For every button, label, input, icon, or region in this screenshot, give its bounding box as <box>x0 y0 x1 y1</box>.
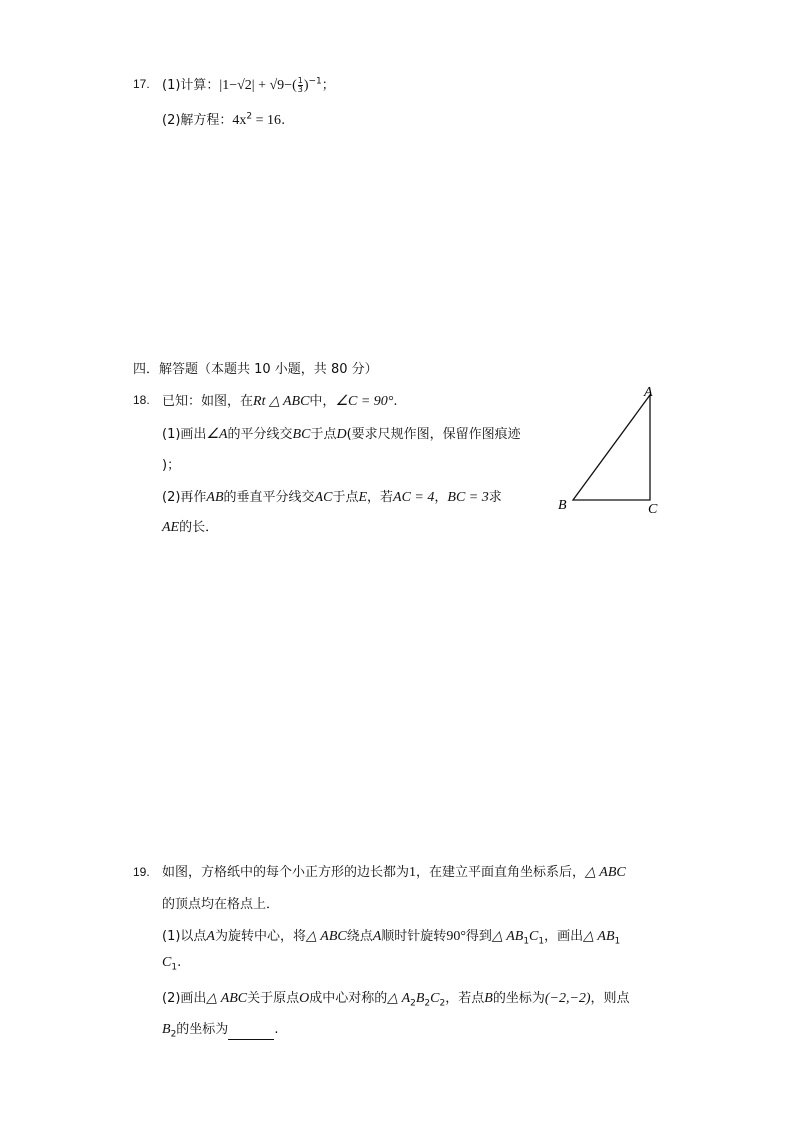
q17-fraction <box>298 77 303 94</box>
q17-part2-label: (2)解方程： <box>162 113 233 128</box>
q19-math: △ AB <box>583 929 615 944</box>
q19-text: 顺时针旋转 <box>381 929 447 944</box>
q19-math: △ A <box>387 991 411 1006</box>
q19-math: △ AB <box>491 929 524 944</box>
q19-line1 <box>162 861 626 881</box>
fraction-denominator: 3 <box>297 85 303 94</box>
answer-blank[interactable] <box>228 1027 274 1040</box>
q19-text: 绕点 <box>346 929 373 944</box>
q18-line2 <box>162 423 521 443</box>
q19-math: (−2,−2) <box>544 991 591 1006</box>
triangle-abc <box>573 395 650 500</box>
vertex-label-a: A <box>644 385 653 400</box>
q19-math: C <box>162 955 172 970</box>
q18-text: 求 <box>488 490 502 505</box>
q18-text: 的长． <box>179 520 219 535</box>
q19-text: 关于原点 <box>247 991 300 1006</box>
q18-text: ，若 <box>367 490 394 505</box>
section-heading: 四．解答题（本题共 10 小题，共 80 分） <box>133 362 378 377</box>
q17-part2-expr-rhs: = 16 <box>252 113 282 128</box>
q17-part1-expr: |1−√2| + √9−( <box>219 78 297 93</box>
q19-text: ，画出 <box>544 929 584 944</box>
q18-math: AB <box>206 490 224 505</box>
q17-part2-expr: 4x <box>232 113 247 128</box>
q17-part1 <box>162 74 335 94</box>
q19-math: B <box>162 1022 171 1037</box>
q18-line5 <box>162 516 218 536</box>
vertex-label-b: B <box>558 498 567 513</box>
q18-text: 中， <box>309 394 336 409</box>
q19-subscript: 2 <box>170 1029 177 1040</box>
q19-subscript: 1 <box>614 936 621 947</box>
q19-text: 的坐标为 <box>492 991 545 1006</box>
q19-math: A <box>206 929 215 944</box>
q19-subscript: 2 <box>424 998 431 1009</box>
q18-text: ， <box>434 490 448 505</box>
q19-text: . <box>274 1022 279 1037</box>
q19-text: (2)画出 <box>162 991 207 1006</box>
q18-math: ∠A <box>206 427 228 442</box>
q18-line3: )； <box>162 458 181 473</box>
q19-line6 <box>162 1018 278 1040</box>
question-number-17: 17. <box>133 77 150 91</box>
q19-math: C <box>430 991 440 1006</box>
q18-math: BC <box>292 427 311 442</box>
q18-text: (2)再作 <box>162 490 207 505</box>
q19-text: ，在建立平面直角坐标系后， <box>416 865 586 880</box>
q19-math: O <box>299 991 310 1006</box>
right-triangle-figure <box>552 380 668 520</box>
q19-subscript: 2 <box>439 998 446 1009</box>
q19-subscript: 1 <box>538 936 545 947</box>
q18-text: 的平分线交 <box>227 427 293 442</box>
q19-math: △ ABC <box>206 991 248 1006</box>
q19-text: 如图，方格纸中的每个小正方形的边长都为 <box>162 865 410 880</box>
q18-text: 已知：如图，在 <box>162 394 254 409</box>
q19-subscript: 2 <box>410 998 416 1009</box>
q19-line4 <box>162 955 181 973</box>
q19-math: 90° <box>446 929 466 944</box>
q18-text: (要求尺规作图，保留作图痕迹 <box>346 427 521 442</box>
q19-text: . <box>177 955 182 970</box>
q17-exponent: −1 <box>308 76 322 87</box>
q19-subscript: 1 <box>171 962 178 973</box>
q19-text: 为旋转中心，将 <box>214 929 306 944</box>
q19-math: B <box>484 991 493 1006</box>
q19-math: △ ABC <box>585 865 626 880</box>
q19-text: ，则点 <box>590 991 630 1006</box>
q18-math: Rt △ ABC <box>253 394 310 409</box>
q18-math: D <box>336 427 347 442</box>
question-number-19: 19. <box>133 865 150 879</box>
q19-subscript: 1 <box>523 936 530 947</box>
q18-text: 于点 <box>332 490 359 505</box>
q17-part1-label: (1)计算： <box>162 78 220 93</box>
q18-math: E <box>358 490 368 505</box>
q17-part1-end: ； <box>321 78 335 93</box>
q17-part2 <box>162 109 285 129</box>
q19-text: 的坐标为 <box>176 1022 229 1037</box>
q18-text: (1)画出 <box>162 427 207 442</box>
q19-math: △ ABC <box>306 929 347 944</box>
q19-math: B <box>415 991 425 1006</box>
q18-math: AC <box>314 490 333 505</box>
q19-text: 成中心对称的 <box>309 991 388 1006</box>
vertex-label-c: C <box>648 502 658 517</box>
q18-text: . <box>393 394 398 409</box>
q19-line3 <box>162 925 620 947</box>
q18-line1 <box>162 390 398 410</box>
q18-text: 于点 <box>310 427 337 442</box>
q19-line2: 的顶点均在格点上． <box>162 897 280 912</box>
question-number-18: 18. <box>133 393 150 407</box>
q19-math: 1 <box>409 865 417 880</box>
q17-part1-expr-close: ) <box>303 78 309 93</box>
q19-line5 <box>162 987 630 1009</box>
q19-math: A <box>372 929 382 944</box>
q18-math: AC = 4 <box>393 490 435 505</box>
q17-part2-end: . <box>281 113 286 128</box>
q18-math: AE <box>162 520 180 535</box>
q18-math: BC = 3 <box>447 490 489 505</box>
q17-part2-exponent: 2 <box>246 111 253 122</box>
q18-line4 <box>162 486 502 506</box>
q19-text: ，若点 <box>445 991 485 1006</box>
q18-text: 的垂直平分线交 <box>223 490 315 505</box>
q19-math: C <box>529 929 539 944</box>
fraction-numerator: 1 <box>297 76 303 85</box>
q19-text: (1)以点 <box>162 929 207 944</box>
q18-math: ∠C = 90° <box>335 394 394 409</box>
q19-text: 得到 <box>465 929 492 944</box>
